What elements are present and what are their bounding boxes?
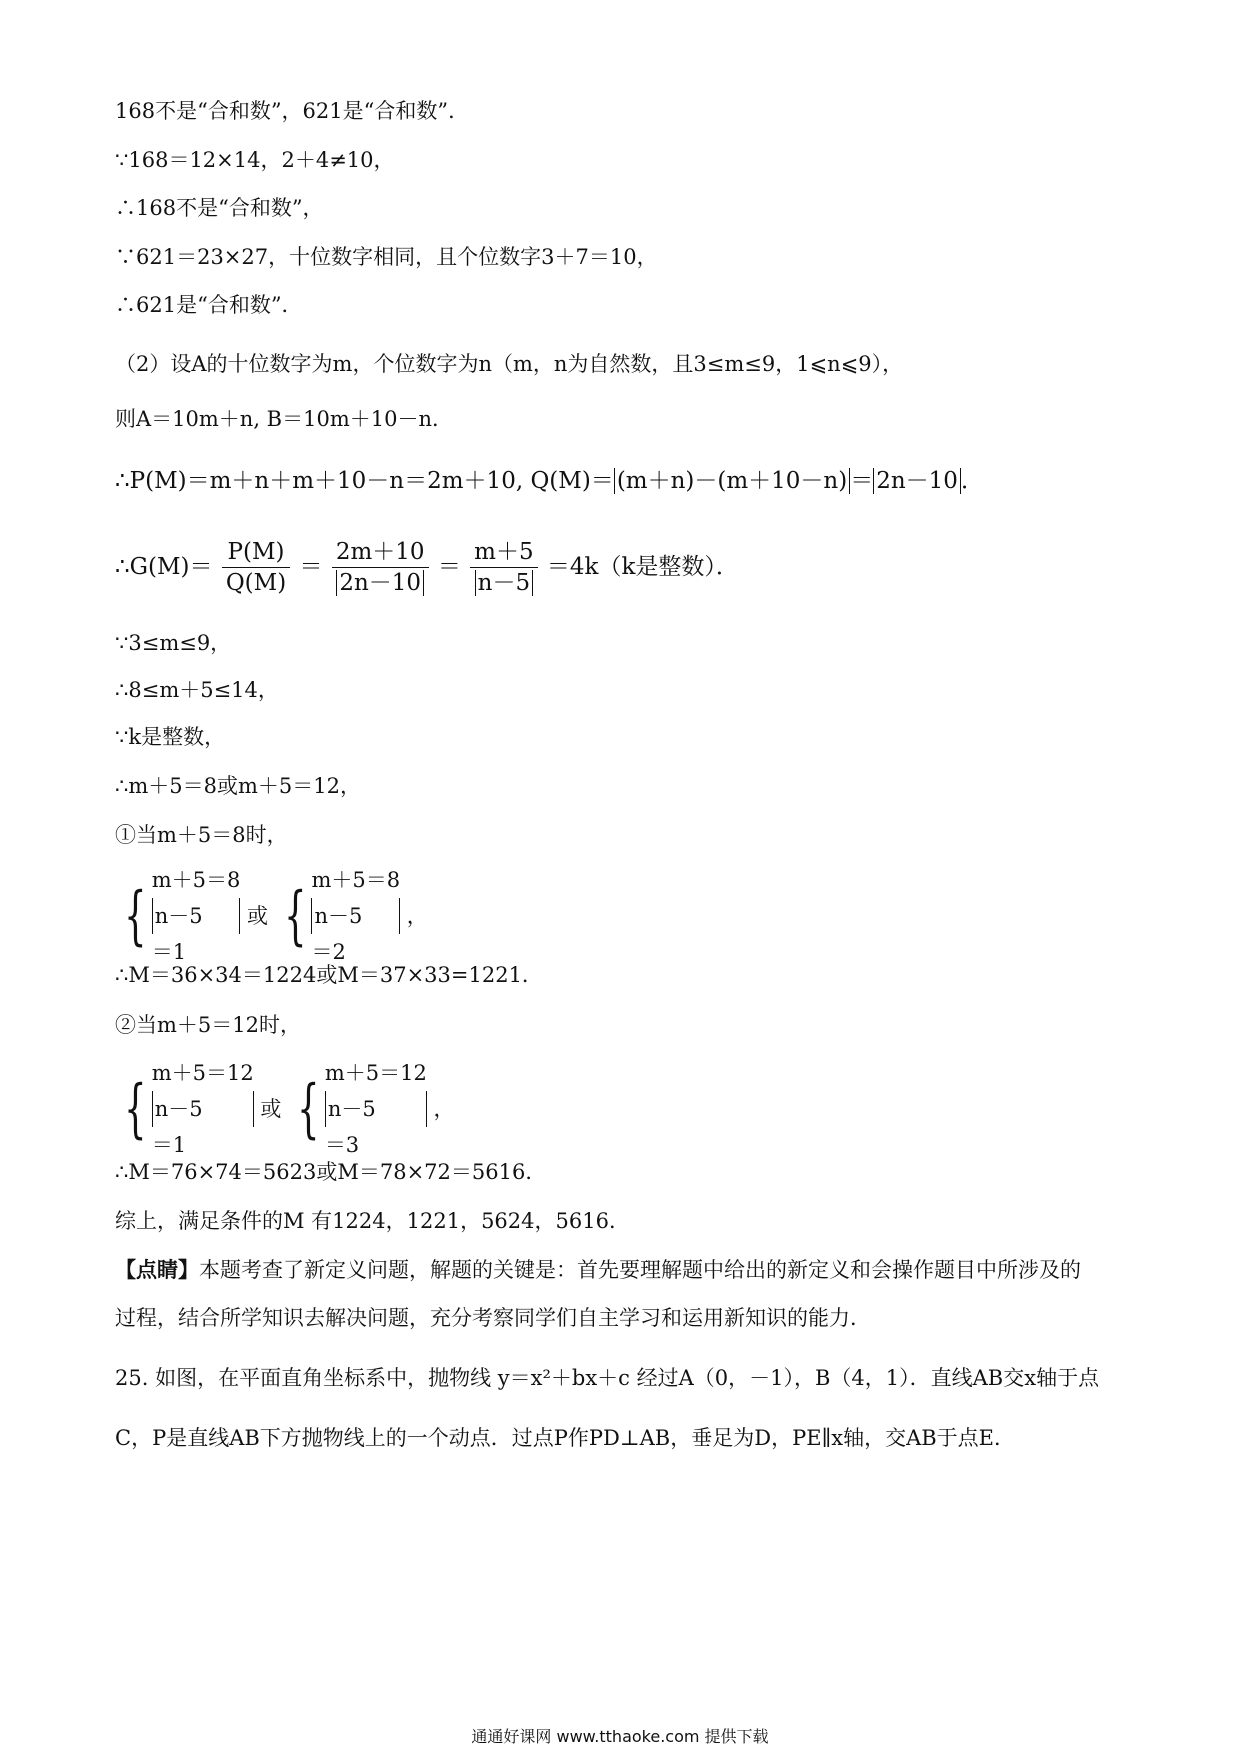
fraction-numerator: P(M)	[222, 537, 290, 568]
fraction-numerator: 2m＋10	[332, 537, 429, 568]
text-line: ②当m＋5＝12时，	[115, 1013, 301, 1037]
system-end: ，	[433, 1097, 455, 1121]
question-line: C，P是直线AB下方抛物线上的一个动点．过点P作PD⊥AB，垂足为D，PE∥x轴，交AB于点E．	[115, 1426, 1016, 1450]
equation-part: ＝	[437, 554, 461, 580]
system-row	[152, 1091, 254, 1163]
abs-value: n－5	[152, 1091, 254, 1127]
equation-system-row	[115, 1055, 455, 1163]
fraction-numerator: m＋5	[470, 537, 537, 568]
abs-value: 2n－10	[873, 468, 961, 494]
text-line: 168不是“合和数”，621是“合和数”．	[115, 99, 470, 123]
text-line: ∵621＝23×27，十位数字相同，且个位数字3＋7＝10，	[115, 245, 658, 269]
system-row: m＋5＝12	[151, 1061, 254, 1085]
text-line: ∵3≤m≤9，	[115, 631, 232, 655]
system-row-tail: ＝1	[151, 940, 187, 964]
system-row-tail: ＝1	[151, 1133, 187, 1157]
text-line: 综上，满足条件的M 有1224，1221，5624，5616．	[115, 1209, 630, 1233]
text-line: ∵k是整数，	[115, 725, 226, 749]
abs-value: n－5	[152, 898, 241, 934]
system-row: m＋5＝8	[311, 868, 401, 892]
text-line: ∴m＋5＝8或m＋5＝12，	[115, 774, 361, 798]
fraction-denominator: Q(M)	[225, 569, 287, 596]
fraction	[332, 537, 429, 598]
abs-value: (m＋n)－(m＋10－n)	[614, 468, 850, 494]
text-line: ∴M＝36×34＝1224或M＝37×33=1221．	[115, 963, 543, 987]
fraction	[470, 537, 537, 598]
or-word: 或	[247, 904, 269, 928]
brace-symbol: {	[297, 1072, 320, 1146]
abs-value: n－5	[325, 1091, 427, 1127]
or-word: 或	[260, 1097, 282, 1121]
equation-system-row	[115, 862, 428, 970]
equation-system	[288, 1055, 427, 1163]
equation-system	[115, 1055, 254, 1163]
text-line: ∴M＝76×74＝5623或M＝78×72＝5616．	[115, 1160, 547, 1184]
equation-system	[275, 862, 400, 970]
equation-g	[115, 534, 739, 599]
text-line: （2）设A的十位数字为m，个位数字为n（m，n为自然数，且3≤m≤9，1⩽n⩽9），	[115, 352, 904, 376]
system-row-tail: ＝3	[324, 1133, 360, 1157]
abs-value: n－5	[475, 570, 533, 596]
remark-text: 本题考查了新定义问题，解题的关键是：首先要理解题中给出的新定义和会操作题目中所涉及的	[199, 1258, 1081, 1282]
question-line: 25. 如图，在平面直角坐标系中，抛物线 y＝x²＋bx＋c 经过A（0，－1），B（4，1）．直线AB交x轴于点	[115, 1366, 1100, 1390]
equation-part: ＝4k（k是整数）．	[546, 554, 739, 580]
system-row	[325, 1091, 427, 1163]
brace-symbol: {	[124, 879, 147, 953]
text-line: ∴621是“合和数”．	[115, 293, 303, 317]
text-line: ∴8≤m＋5≤14，	[115, 678, 279, 702]
text-line: ①当m＋5＝8时，	[115, 823, 288, 847]
equation-part: ＝	[299, 554, 323, 580]
text-line: 过程，结合所学知识去解决问题，充分考察同学们自主学习和运用新知识的能力．	[115, 1306, 871, 1330]
system-row: m＋5＝12	[324, 1061, 427, 1085]
brace-symbol: {	[283, 879, 307, 953]
remark-line	[115, 1255, 1081, 1285]
equation-pq	[115, 466, 984, 496]
equation-part: ∴G(M)＝	[115, 554, 213, 580]
equation-system	[115, 862, 240, 970]
system-end: ，	[406, 904, 428, 928]
system-row-tail: ＝2	[311, 940, 346, 964]
text-line: ∵168＝12×14，2＋4≠10，	[115, 148, 395, 172]
remark-tag: 【点睛】	[115, 1257, 199, 1282]
fraction	[222, 537, 290, 598]
abs-value: 2n－10	[336, 570, 424, 596]
equation-part: ∴P(M)＝m＋n＋m＋10－n＝2m＋10, Q(M)＝	[115, 468, 614, 494]
system-row: m＋5＝8	[151, 868, 241, 892]
page-footer: 通通好课网 www.tthaoke.com 提供下载	[471, 1727, 769, 1746]
fraction-denominator	[332, 568, 429, 598]
abs-value: n－5	[311, 898, 400, 934]
equation-part: ．	[960, 468, 984, 494]
fraction-denominator	[470, 568, 537, 598]
text-line: ∴168不是“合和数”，	[115, 196, 324, 220]
equation-part: ＝	[850, 468, 874, 494]
brace-symbol: {	[124, 1072, 147, 1146]
text-line: 则A＝10m＋n, B＝10m＋10－n．	[115, 407, 453, 431]
